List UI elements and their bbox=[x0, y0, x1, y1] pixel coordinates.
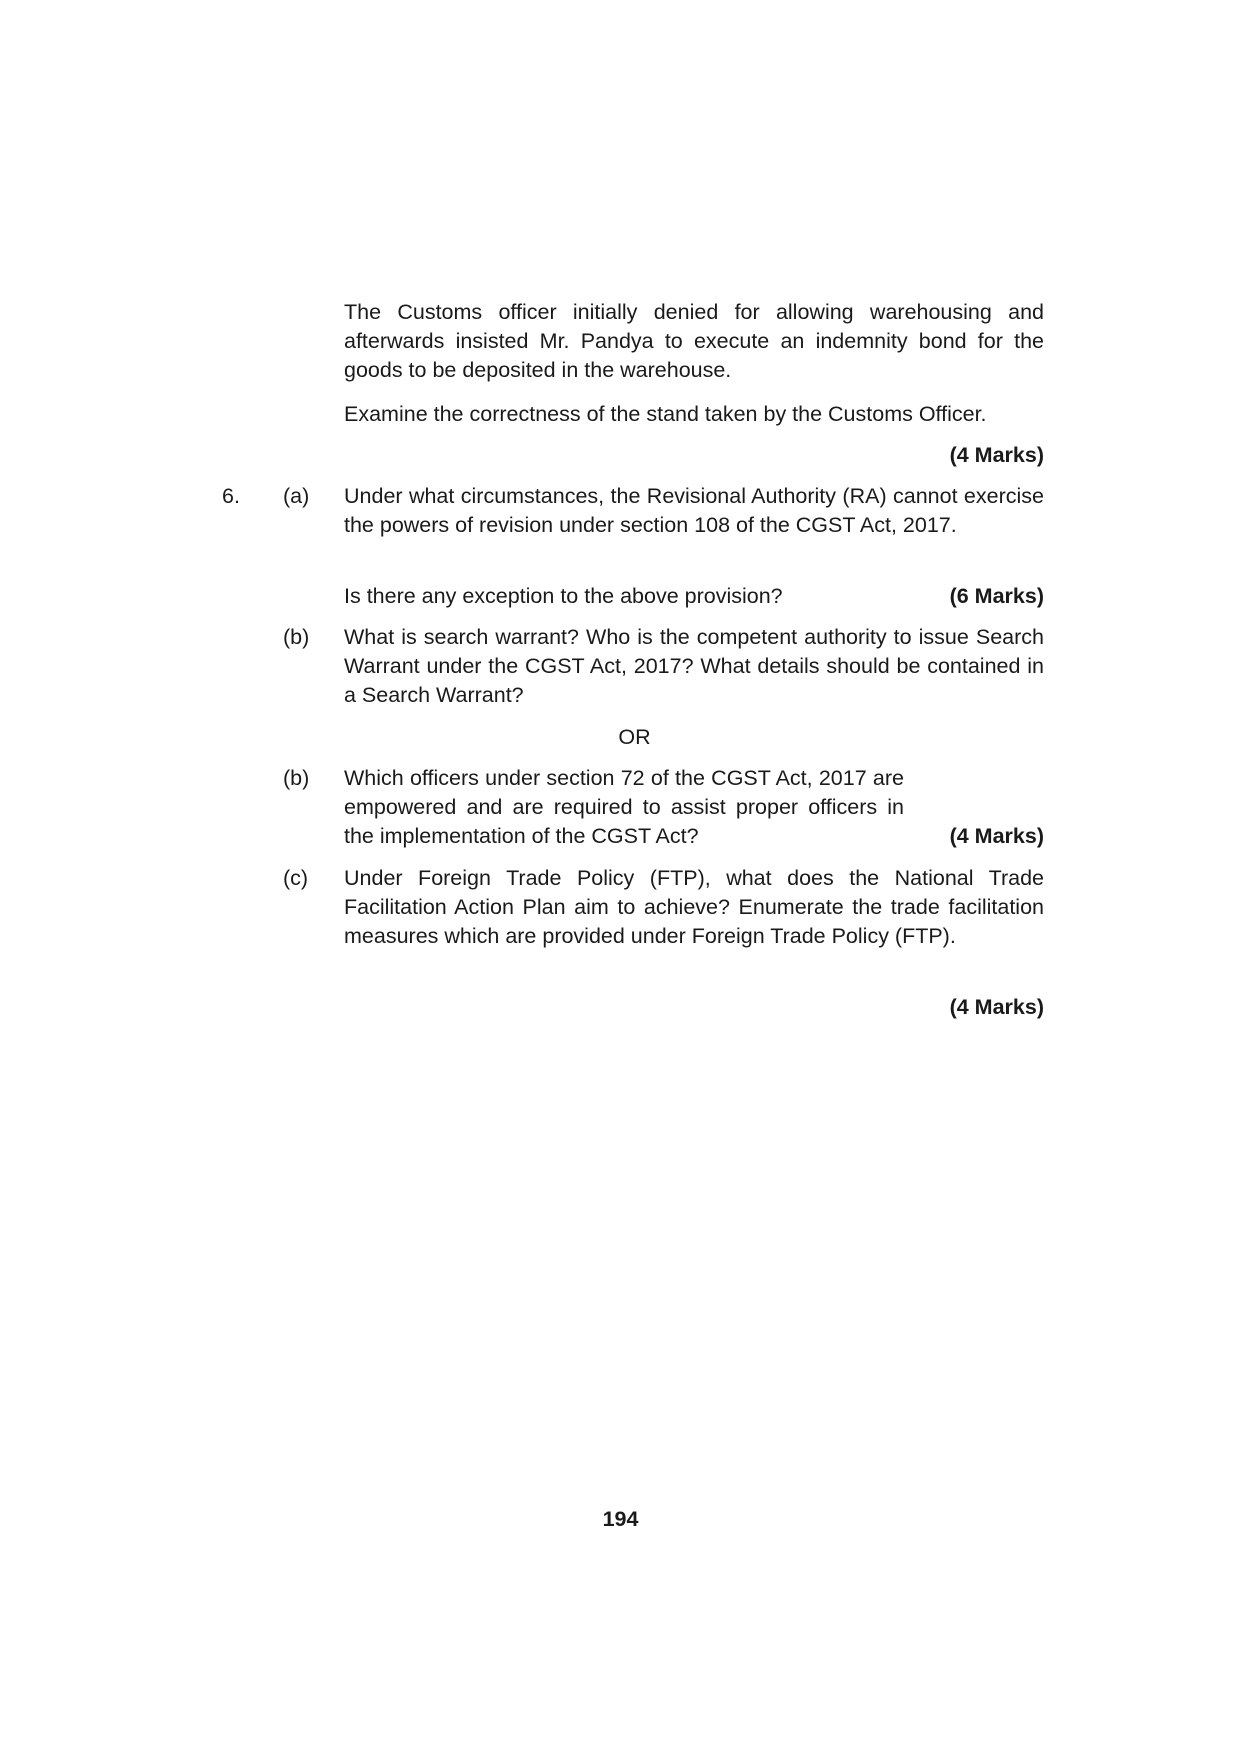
or-divider: OR bbox=[618, 725, 651, 749]
part-b-alt-marks: (4 Marks) bbox=[949, 824, 1044, 848]
part-c-marks: (4 Marks) bbox=[949, 995, 1044, 1019]
part-c-text: Under Foreign Trade Policy (FTP), what does the National Trade Facilitation Action Plan aim to achieve? Enumerate the trade facilitation measures which are provided under Foreign Trade Policy (FTP). bbox=[344, 866, 1044, 948]
part-a-marks: (6 Marks) bbox=[949, 584, 1044, 608]
question-number: 6. bbox=[222, 484, 240, 508]
intro-instruction: Examine the correctness of the stand taken by the Customs Officer. bbox=[344, 402, 987, 426]
part-b-alt-text: Which officers under section 72 of the CGST Act, 2017 are empowered and are required to assist proper officers in the implementation of the CGST Act? bbox=[344, 766, 904, 848]
part-b-label: (b) bbox=[283, 625, 310, 649]
part-a-followup: Is there any exception to the above provision? bbox=[344, 584, 783, 608]
intro-marks: (4 Marks) bbox=[949, 443, 1044, 467]
page-number: 194 bbox=[602, 1507, 639, 1531]
part-b-alt-label: (b) bbox=[283, 766, 310, 790]
part-a-label: (a) bbox=[283, 484, 310, 508]
part-b-text: What is search warrant? Who is the competent authority to issue Search Warrant under the CGST Act, 2017? What details should be contained in a Search Warrant? bbox=[344, 625, 1044, 707]
intro-paragraph: The Customs officer initially denied for allowing warehousing and afterwards insisted Mr. Pandya to execute an indemnity bond for the goods to be deposited in the warehouse. bbox=[344, 300, 1044, 382]
part-a-text: Under what circumstances, the Revisional Authority (RA) cannot exercise the powers of revision under section 108 of the CGST Act, 2017. bbox=[344, 484, 1044, 537]
part-c-label: (c) bbox=[283, 866, 309, 890]
